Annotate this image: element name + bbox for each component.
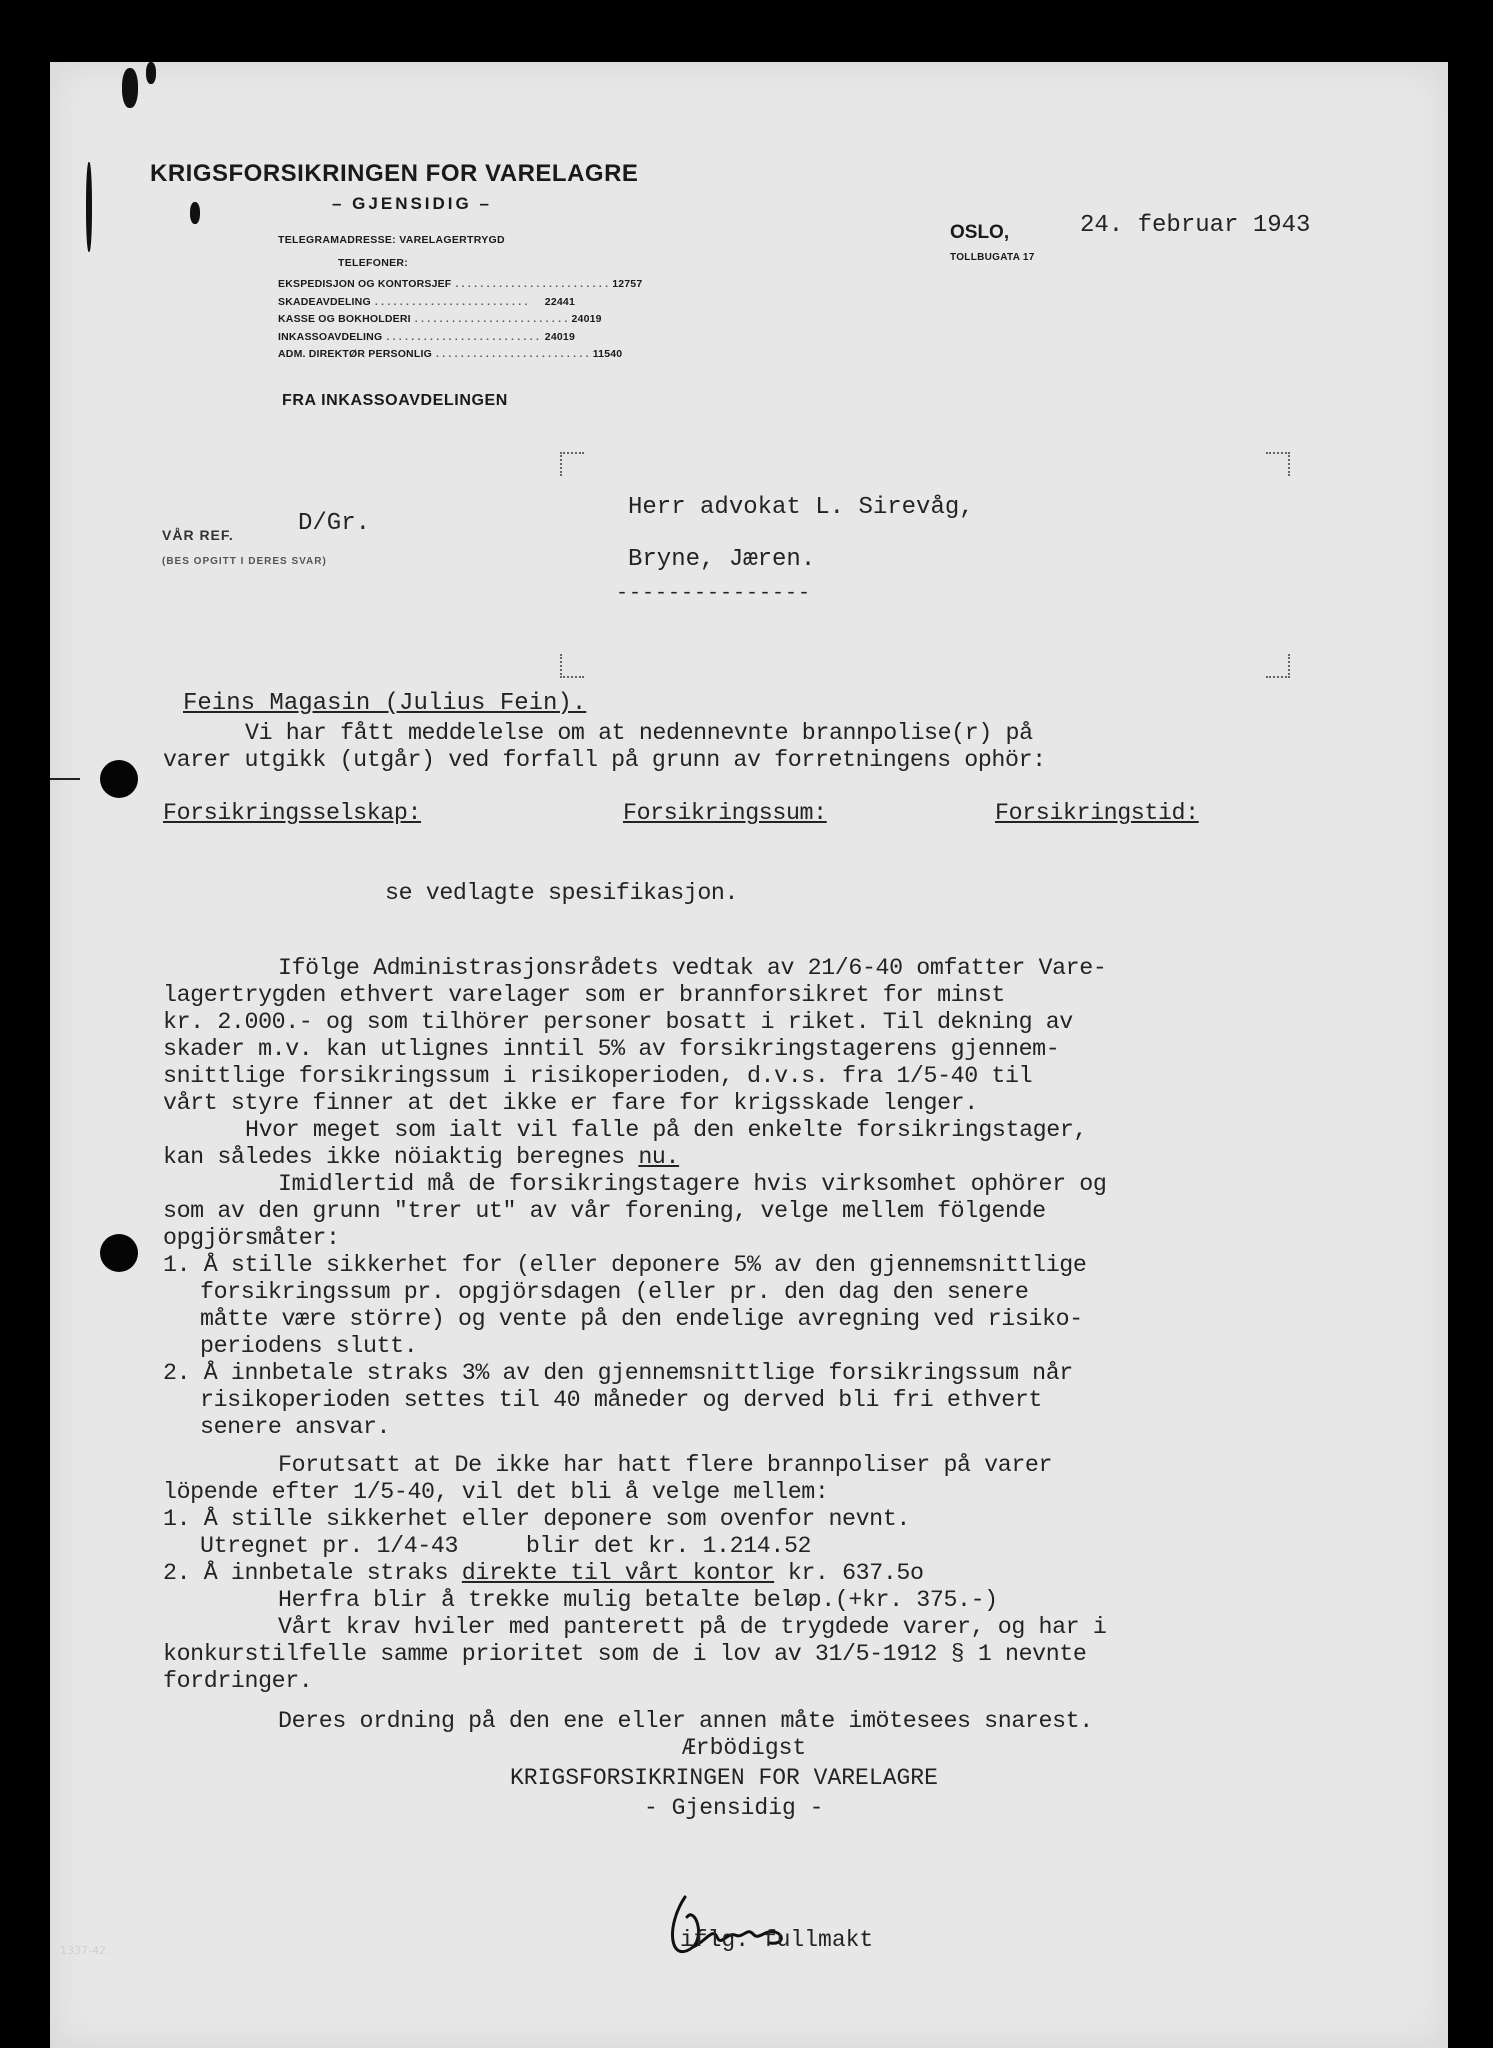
department-label: FRA INKASSOAVDELINGEN — [282, 392, 508, 409]
ink-smudge — [122, 68, 138, 108]
closing-organization: KRIGSFORSIKRINGEN FOR VARELAGRE — [510, 1765, 938, 1791]
calculation-line: Utregnet pr. 1/4-43 blir det kr. 1.214.52 — [200, 1533, 812, 1559]
column-sum: Forsikringssum: — [623, 800, 827, 826]
paragraph-line: Hvor meget som ialt vil falle på den enkelte forsikringstager, — [245, 1117, 1087, 1143]
option-line: senere ansvar. — [200, 1414, 391, 1440]
paragraph-line: 1. Å stille sikkerhet eller deponere som ovenfor nevnt. — [163, 1506, 910, 1532]
recipient-place: Bryne, Jæren. — [628, 546, 816, 573]
deduction-line: Herfra blir å trekke mulig betalte beløp.(+kr. 375.-) — [278, 1587, 998, 1613]
letterhead-subtitle: – GJENSIDIG – — [332, 194, 492, 213]
paragraph-line: Imidlertid må de forsikringstagere hvis virksomhet ophörer og — [278, 1171, 1107, 1197]
address-window-corner — [560, 654, 584, 678]
phone-row: EKSPEDISJON OG KONTORSJEF . . . . . . . . . . . . . . . . . . . . . . . . . 12757 — [278, 278, 643, 290]
paragraph-line: Ifölge Administrasjonsrådets vedtak av 21/6-40 omfatter Vare- — [278, 955, 1107, 981]
option-line: 2. Å innbetale straks 3% av den gjennemsnittlige forsikringssum når — [163, 1360, 1073, 1386]
closing-subtitle: - Gjensidig - — [644, 1795, 824, 1821]
paragraph-line: kr. 2.000.- og som tilhörer personer bosatt i riket. Til dekning av — [163, 1009, 1073, 1035]
paragraph-line: vårt styre finner at det ikke er fare for krigsskade lenger. — [163, 1090, 978, 1116]
ink-smudge — [86, 162, 92, 252]
subject-line: Feins Magasin (Julius Fein). — [183, 690, 587, 717]
intro-line: varer utgikk (utgår) ved forfall på grunn av forretningens ophör: — [163, 747, 1046, 773]
letterhead-organization: KRIGSFORSIKRINGEN FOR VARELAGRE — [150, 160, 639, 187]
payment-option-line: 2. Å innbetale straks direkte til vårt kontor kr. 637.5o — [163, 1560, 924, 1586]
specification-note: se vedlagte spesifikasjon. — [385, 880, 739, 906]
option-line: måtte være större) og vente på den endelige avregning ved risiko- — [200, 1306, 1083, 1332]
margin-tick — [50, 778, 80, 780]
ink-smudge — [190, 202, 200, 224]
intro-line: Vi har fått meddelelse om at nedennevnte brannpolise(r) på — [245, 720, 1033, 746]
phone-list — [278, 278, 643, 366]
paragraph-line: konkurstilfelle samme prioritet som de i lov av 31/5-1912 § 1 nevnte — [163, 1641, 1087, 1667]
option-line: 1. Å stille sikkerhet for (eller deponere 5% av den gjennemsnittlige — [163, 1252, 1087, 1278]
punch-hole — [100, 1234, 138, 1272]
paragraph-line: kan således ikke nöiaktig beregnes nu. — [163, 1144, 680, 1170]
paragraph-line: skader m.v. kan utlignes inntil 5% av forsikringstagerens gjennem- — [163, 1036, 1060, 1062]
phones-heading: TELEFONER: — [338, 257, 409, 269]
letter-page — [50, 62, 1448, 2048]
street-address: TOLLBUGATA 17 — [950, 252, 1035, 263]
address-window-corner — [1266, 452, 1290, 476]
paragraph-line: Vårt krav hviler med panterett på de trygdede varer, og har i — [278, 1614, 1107, 1640]
phone-row: INKASSOAVDELING . . . . . . . . . . . . . . . . . . . . . . . . . 24019 — [278, 330, 575, 343]
address-window-corner — [560, 452, 584, 476]
telegram-address: TELEGRAMADRESSE: VARELAGERTRYGD — [278, 234, 505, 246]
address-rule: --------------- — [616, 582, 812, 605]
recipient-name: Herr advokat L. Sirevåg, — [628, 494, 974, 521]
authority-line: iflg. fullmakt — [680, 1927, 874, 1953]
option-line: periodens slutt. — [200, 1333, 418, 1359]
column-period: Forsikringstid: — [995, 800, 1199, 826]
paragraph-line: fordringer. — [163, 1668, 313, 1694]
reference-value: D/Gr. — [298, 510, 371, 537]
option-line: risikoperioden settes til 40 måneder og derved bli fri ethvert — [200, 1387, 1042, 1413]
paragraph-line: opgjörsmåter: — [163, 1225, 340, 1251]
phone-row: SKADEAVDELING . . . . . . . . . . . . . . . . . . . . . . . . . 22441 — [278, 295, 575, 308]
address-window-corner — [1266, 654, 1290, 678]
ink-smudge — [146, 62, 156, 84]
paragraph-line: snittlige forsikringssum i risikoperioden, d.v.s. fra 1/5-40 til — [163, 1063, 1033, 1089]
reference-label: VÅR REF. — [162, 527, 234, 543]
final-request: Deres ordning på den ene eller annen måte imötesees snarest. — [278, 1708, 1093, 1734]
closing-regards: Ærbödigst — [682, 1735, 807, 1761]
letter-date: 24. februar 1943 — [1080, 212, 1311, 239]
paragraph-line: lagertrygden ethvert varelager som er brannforsikret for minst — [163, 982, 1005, 1008]
reference-note: (BES OPGITT I DERES SVAR) — [162, 556, 327, 567]
column-company: Forsikringsselskap: — [163, 800, 422, 826]
phone-row: KASSE OG BOKHOLDERI . . . . . . . . . . . . . . . . . . . . . . . . . 24019 — [278, 313, 602, 325]
paragraph-line: som av den grunn "trer ut" av vår forening, velge mellem fölgende — [163, 1198, 1046, 1224]
form-number: 1337-42. — [60, 1944, 110, 1957]
paragraph-line: löpende efter 1/5-40, vil det bli å velge mellem: — [163, 1479, 829, 1505]
punch-hole — [100, 760, 138, 798]
phone-row: ADM. DIREKTØR PERSONLIG . . . . . . . . . . . . . . . . . . . . . . . . . 11540 — [278, 348, 623, 360]
option-line: forsikringssum pr. opgjörsdagen (eller pr. den dag den senere — [200, 1279, 1029, 1305]
paragraph-line: Forutsatt at De ikke har hatt flere brannpoliser på varer — [278, 1452, 1053, 1478]
city-label: OSLO, — [950, 222, 1010, 243]
